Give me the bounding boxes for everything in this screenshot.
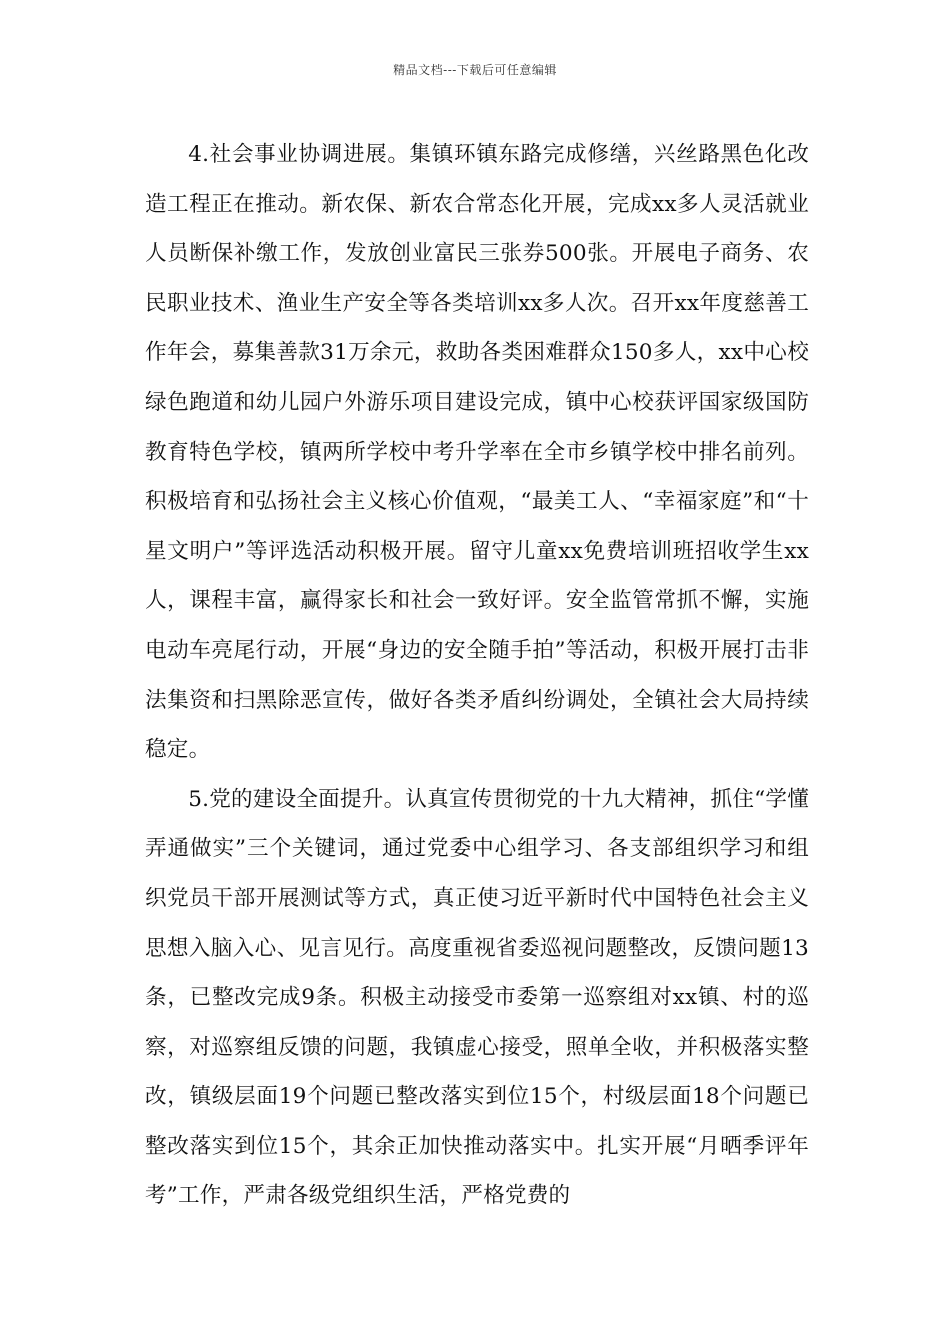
paragraph-party-building: 5.党的建设全面提升。认真宣传贯彻党的十九大精神，抓住“学懂弄通做实”三个关键词，通过党委中心组学习、各支部组织学习和组织党员干部开展测试等方式，真正使习近平新时代中国特色社会主义思想入脑入心、见言见行。高度重视省委巡视问题整改，反馈问题13条，已整改完成9条。积极主动接受市委第一巡察组对xx镇、村的巡察，对巡察组反馈的问题，我镇虚心接受，照单全收，并积极落实整改，镇级层面19个问题已整改落实到位15个，村级层面18个问题已整改落实到位15个，其余正加快推动落实中。扎实开展“月晒季评年考”工作，严肃各级党组织生活，严格党费的: [145, 786, 809, 1209]
paragraph-social-affairs: 4.社会事业协调进展。集镇环镇东路完成修缮，兴丝路黑色化改造工程正在推动。新农保、新农合常态化开展，完成xx多人灵活就业人员断保补缴工作，发放创业富民三张券500张。开展电子商务、农民职业技术、渔业生产安全等各类培训xx多人次。召开xx年度慈善工作年会，募集善款31万余元，救助各类困难群众150多人，xx中心校绿色跑道和幼儿园户外游乐项目建设完成，镇中心校获评国家级国防教育特色学校，镇两所学校中考升学率在全市乡镇学校中排名前列。积极培育和弘扬社会主义核心价值观，“最美工人、“幸福家庭”和“十星文明户”等评选活动积极开展。留守儿童xx免费培训班招收学生xx人，课程丰富，赢得家长和社会一致好评。安全监管常抓不懈，实施电动车亮尾行动，开展“身边的安全随手拍”等活动，积极开展打击非法集资和扫黑除恶宣传，做好各类矛盾纠纷调处，全镇社会大局持续稳定。: [145, 142, 809, 763]
document-body: [145, 130, 809, 1221]
page-header: 精品文档---下载后可任意编辑: [393, 63, 557, 77]
